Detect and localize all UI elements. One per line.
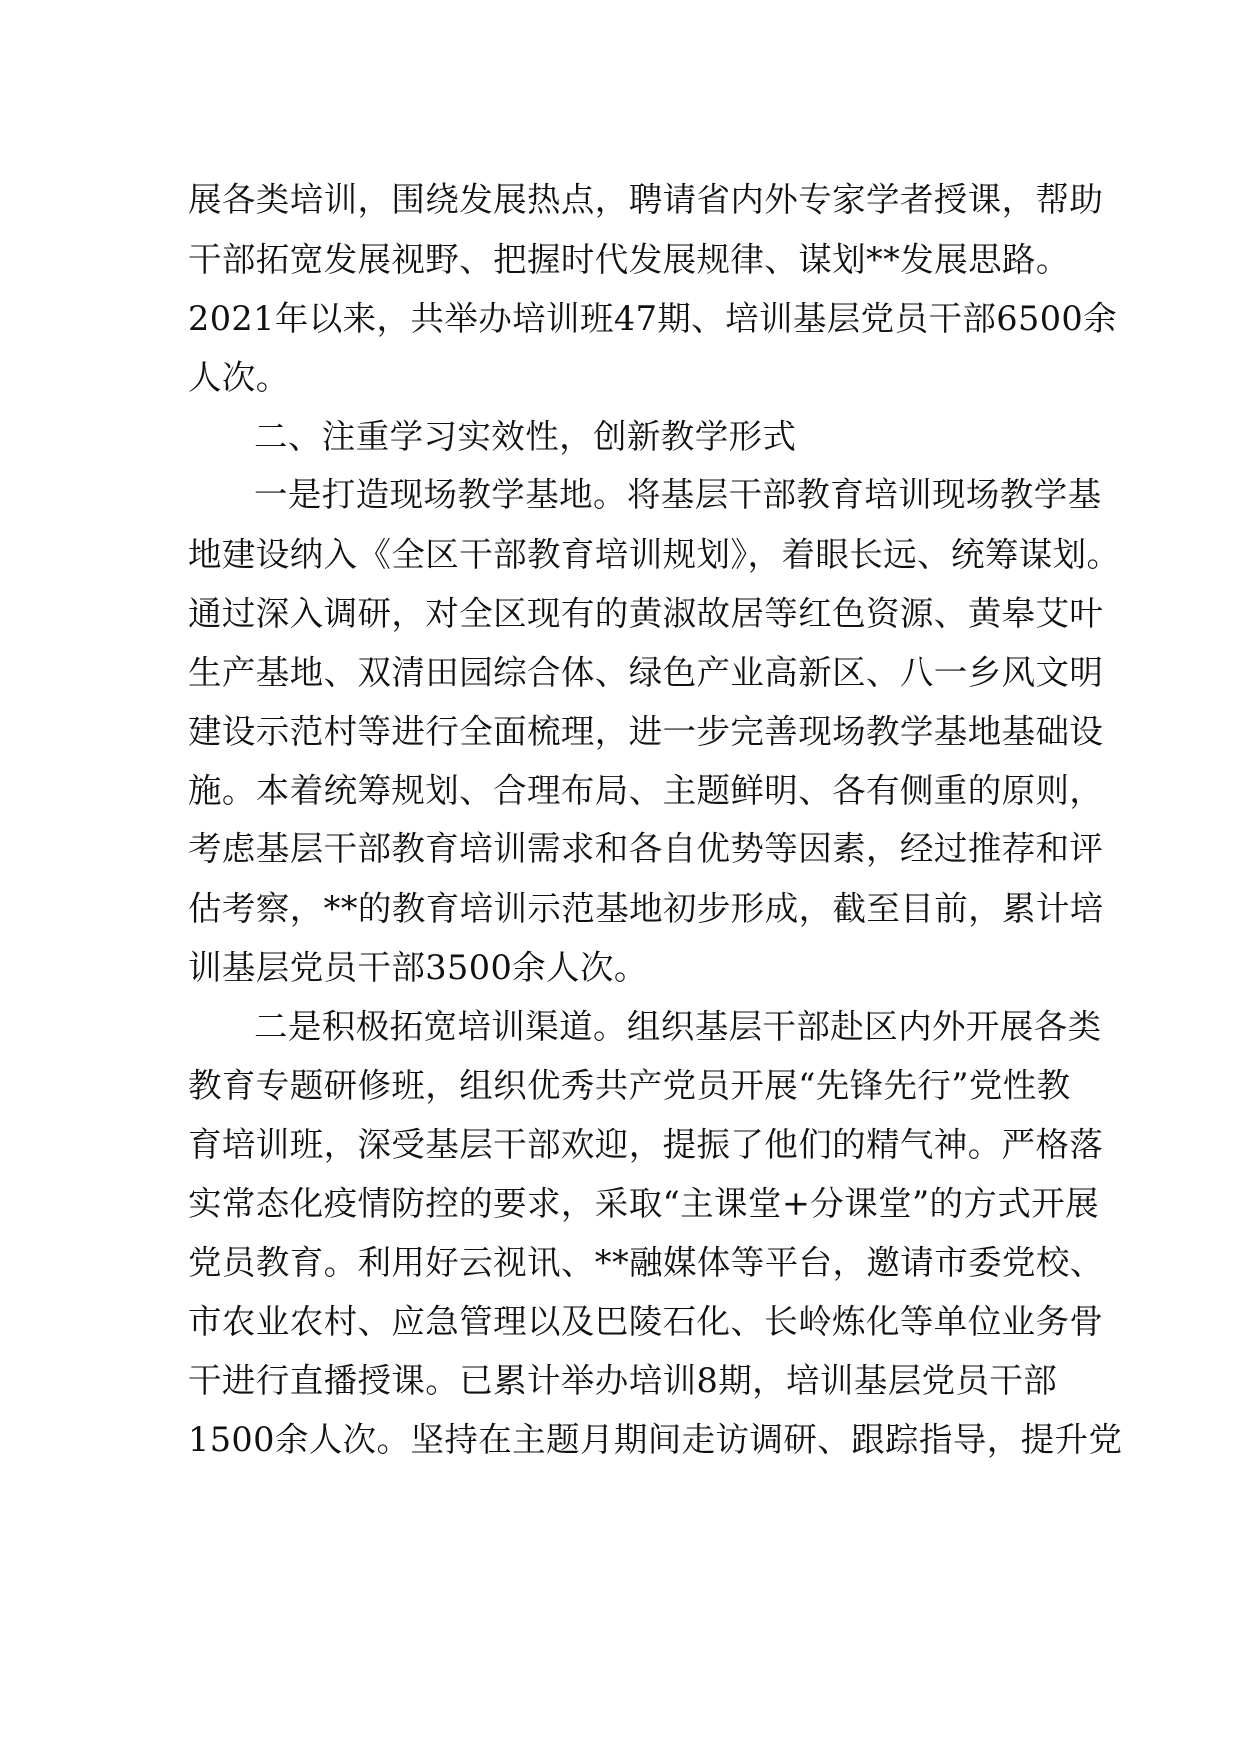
text-line: 市农业农村、应急管理以及巴陵石化、长岭炼化等单位业务骨 [188, 1302, 1104, 1341]
text-line: 1500余人次。坚持在主题月期间走访调研、跟踪指导，提升党 [188, 1420, 1123, 1459]
text-line: 展各类培训，围绕发展热点，聘请省内外专家学者授课，帮助 [188, 180, 1104, 219]
text-line: 估考察，**的教育培训示范基地初步形成，截至目前，累计培 [188, 889, 1104, 928]
text-line: 干进行直播授课。已累计举办培训8期，培训基层党员干部 [188, 1361, 1058, 1400]
text-line: 教育专题研修班，组织优秀共产党员开展“先锋先行”党性教 [188, 1066, 1071, 1105]
text-line: 育培训班，深受基层干部欢迎，提振了他们的精气神。严格落 [188, 1125, 1104, 1164]
text-line: 实常态化疫情防控的要求，采取“主课堂+分课堂”的方式开展 [188, 1184, 1100, 1223]
text-line: 建设示范村等进行全面梳理，进一步完善现场教学基地基础设 [188, 712, 1104, 751]
text-line: 人次。 [188, 358, 290, 397]
text-line: 考虑基层干部教育培训需求和各自优势等因素，经过推荐和评 [188, 829, 1104, 868]
paragraph-start: 一是打造现场教学基地。将基层干部教育培训现场教学基 [254, 475, 1102, 514]
paragraph-start: 二是积极拓宽培训渠道。组织基层干部赴区内外开展各类 [254, 1007, 1102, 1046]
text-line: 施。本着统筹规划、合理布局、主题鲜明、各有侧重的原则， [188, 771, 1104, 810]
text-line: 生产基地、双清田园综合体、绿色产业高新区、八一乡风文明 [188, 653, 1104, 692]
text-line: 地建设纳入《全区干部教育培训规划》，着眼长远、统筹谋划。 [188, 535, 1121, 574]
section-heading: 二、注重学习实效性，创新教学形式 [254, 417, 797, 456]
text-line: 党员教育。利用好云视讯、**融媒体等平台，邀请市委党校、 [188, 1243, 1104, 1282]
text-line: 2021年以来，共举办培训班47期、培训基层党员干部6500余 [188, 299, 1118, 338]
text-line: 训基层党员干部3500余人次。 [188, 948, 648, 987]
text-line: 干部拓宽发展视野、把握时代发展规律、谋划**发展思路。 [188, 240, 1070, 279]
text-line: 通过深入调研，对全区现有的黄淑故居等红色资源、黄皋艾叶 [188, 594, 1104, 633]
